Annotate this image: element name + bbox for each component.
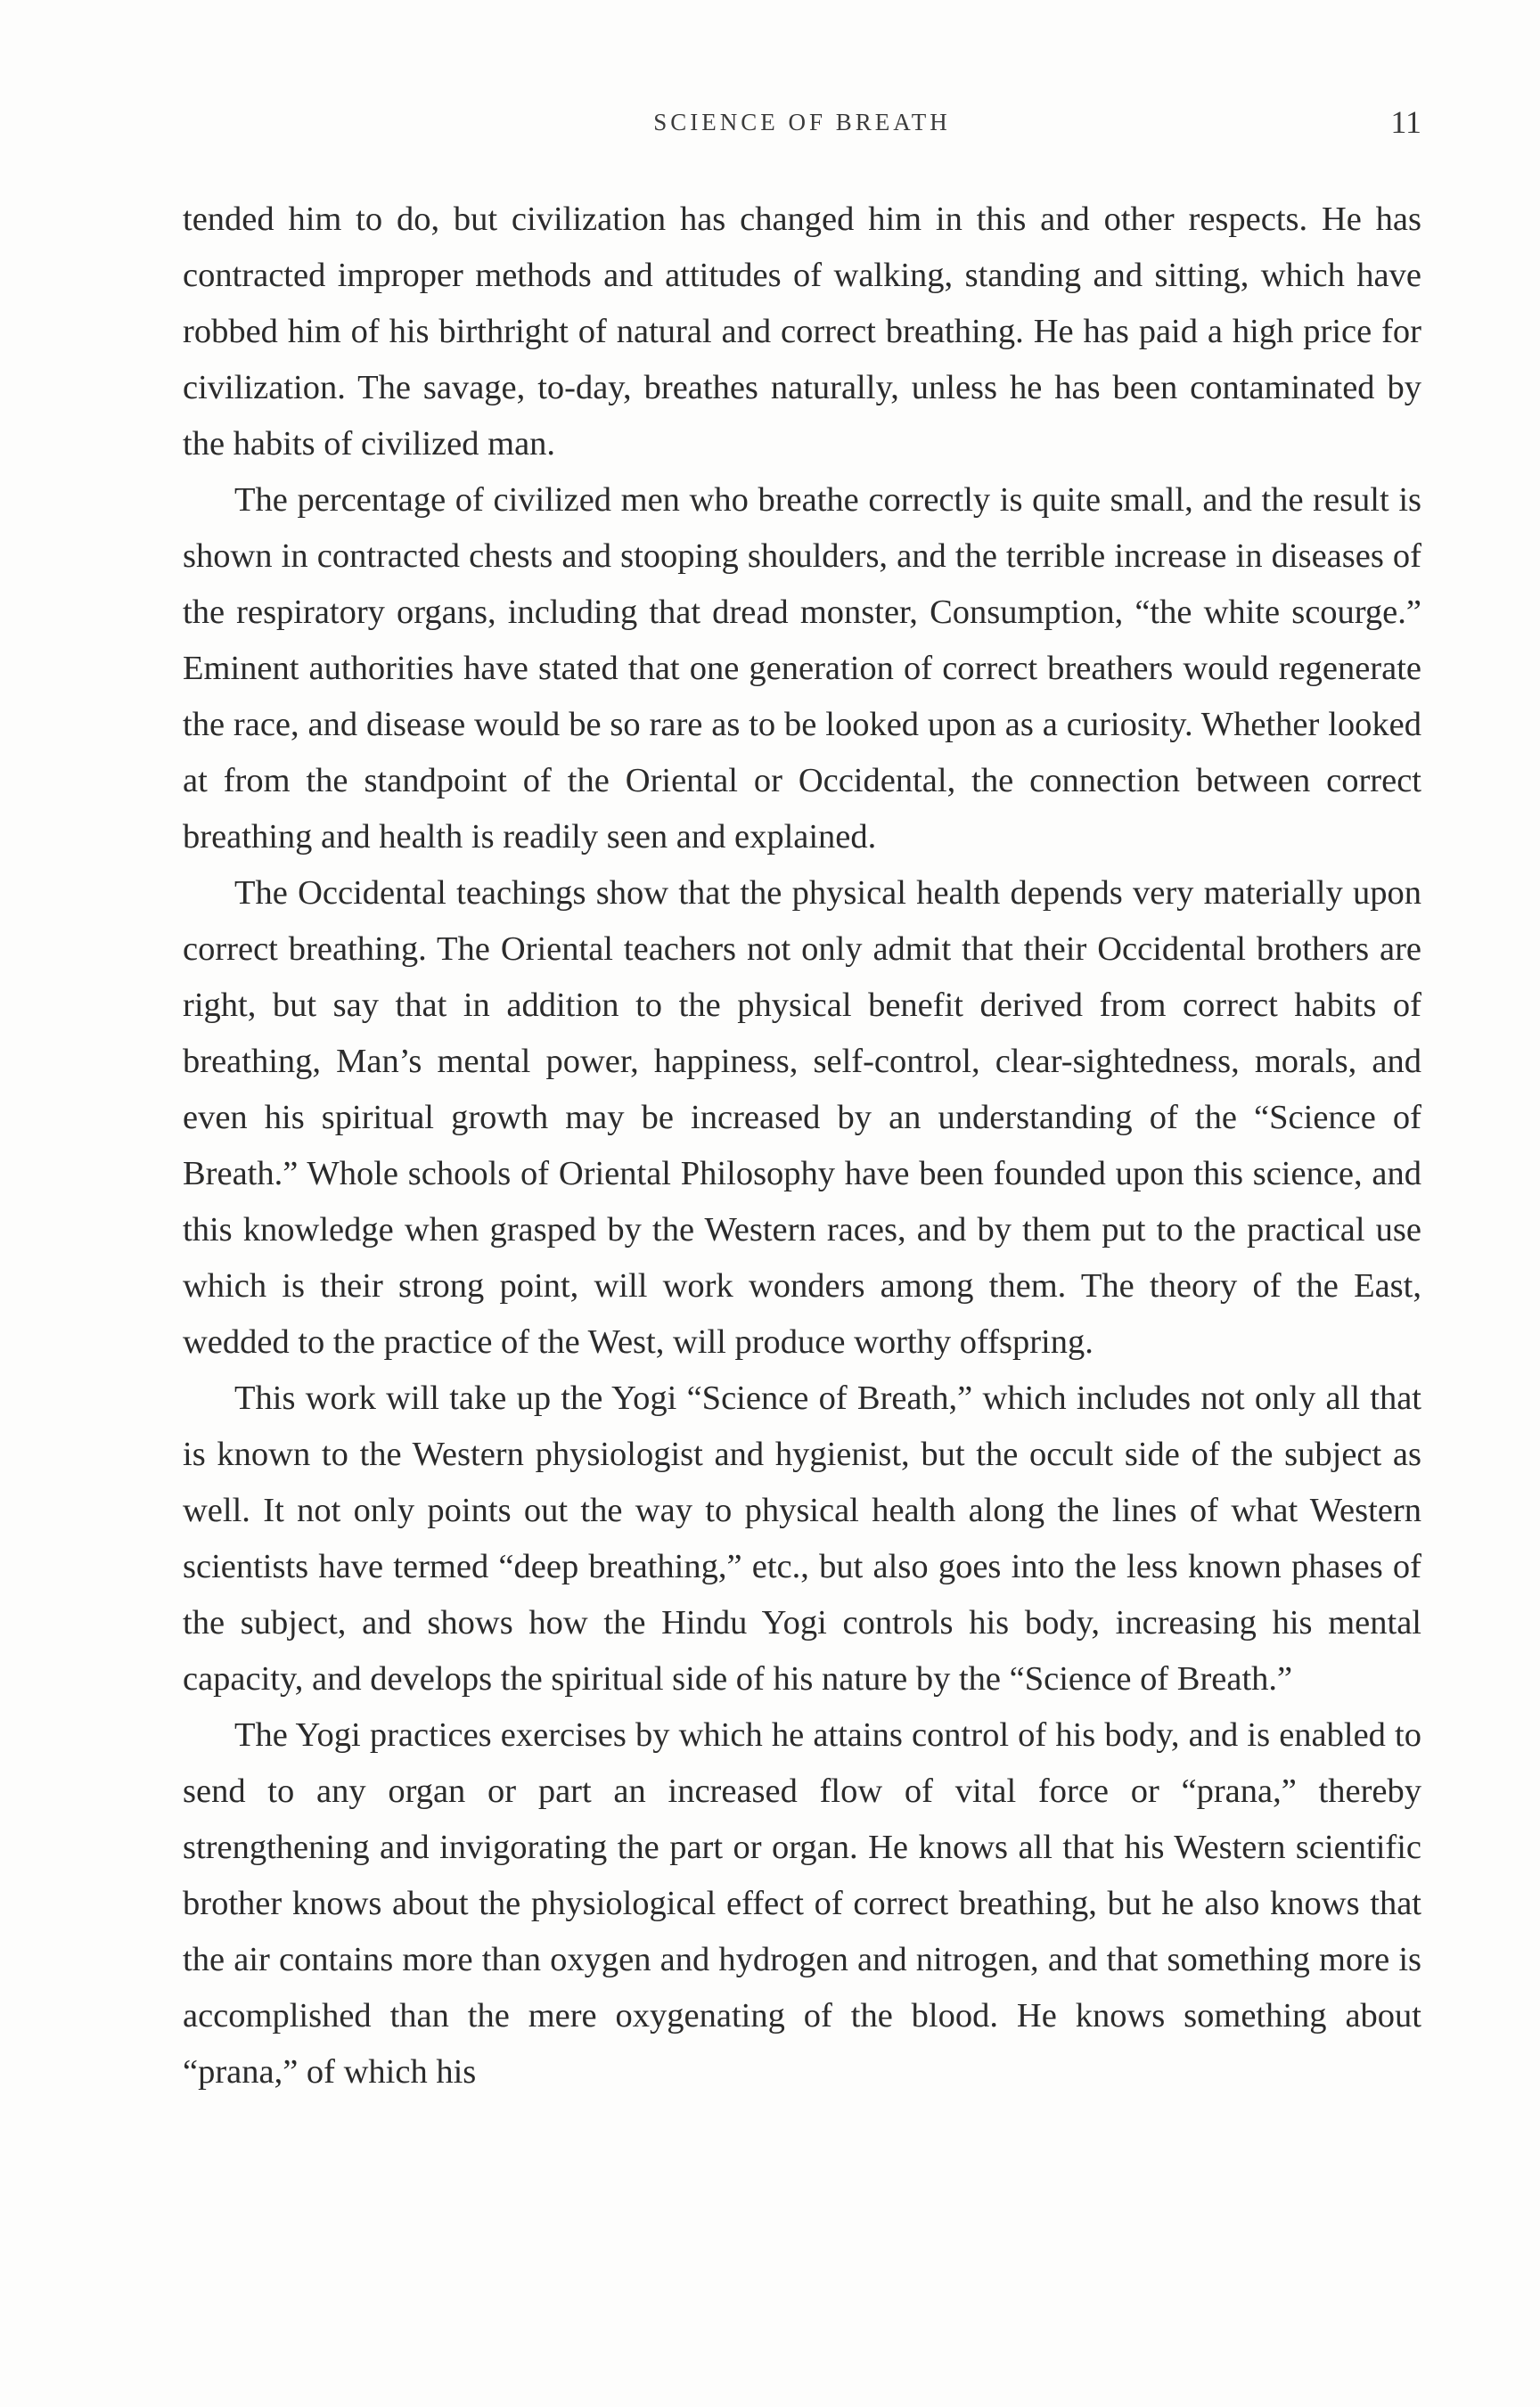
paragraph: This work will take up the Yogi “Science of Breath,” which includes not only all that is known to the Western physiologist and hygienist, but the occult side of the subject as well. It not only points out the way to physical health along the lines of what Western scientists have termed “deep breathing,” etc., but also goes into the less known phases of the subject, and shows how the Hindu Yogi controls his body, increasing his mental capacity, and develops the spiritual side of his nature by the “Science of Breath.” [183, 1380, 1421, 1698]
paragraph: The Occidental teachings show that the physical health depends very materially upon correct breathing. The Oriental teachers not only admit that their Occidental brothers are right, but say that in addition to the physical benefit derived from correct habits of breathing, Man’s mental power, happiness, self-control, clear-sightedness, morals, and even his spiritual growth may be increased by an understanding of the “Science of Breath.” Whole schools of Oriental Philosophy have been founded upon this science, and this knowledge when grasped by the Western races, and by them put to the practical use which is their strong point, will work wonders among them. The theory of the East, wedded to the practice of the West, will produce worthy offspring. [183, 874, 1421, 1361]
running-title: SCIENCE OF BREATH [653, 109, 951, 135]
paragraph-continued: tended him to do, but civilization has changed him in this and other respects. He has contracted improper methods and attitudes of walking, standing and sitting, which have robbed him of his birthright of natural and correct breathing. He has paid a high price for civilization. The savage, to-day, breathes naturally, unless he has been contaminated by the habits of civilized man. [183, 201, 1421, 463]
paragraph: The Yogi practices exercises by which he attains control of his body, and is enabled to send to any organ or part an increased flow of vital force or “prana,” thereby strengthening and invigorating the part or organ. He knows all that his Western scientific brother knows about the physiological effect of correct breathing, but he also knows that the air contains more than oxygen and hydrogen and nitrogen, and that something more is accomplished than the mere oxygenating of the blood. He knows something about “prana,” of which his [183, 1716, 1421, 2091]
body-text [183, 192, 1421, 2100]
running-head [183, 103, 1421, 148]
paragraph: The percentage of civilized men who breathe correctly is quite small, and the result is shown in contracted chests and stooping shoulders, and the terrible increase in diseases of the respiratory organs, including that dread monster, Consumption, “the white scourge.” Eminent authorities have stated that one generation of correct breathers would regenerate the race, and disease would be so rare as to be looked upon as a curiosity. Whether looked at from the standpoint of the Oriental or Occidental, the connection between correct breathing and health is readily seen and explained. [183, 481, 1421, 856]
page-number: 11 [1390, 104, 1421, 140]
